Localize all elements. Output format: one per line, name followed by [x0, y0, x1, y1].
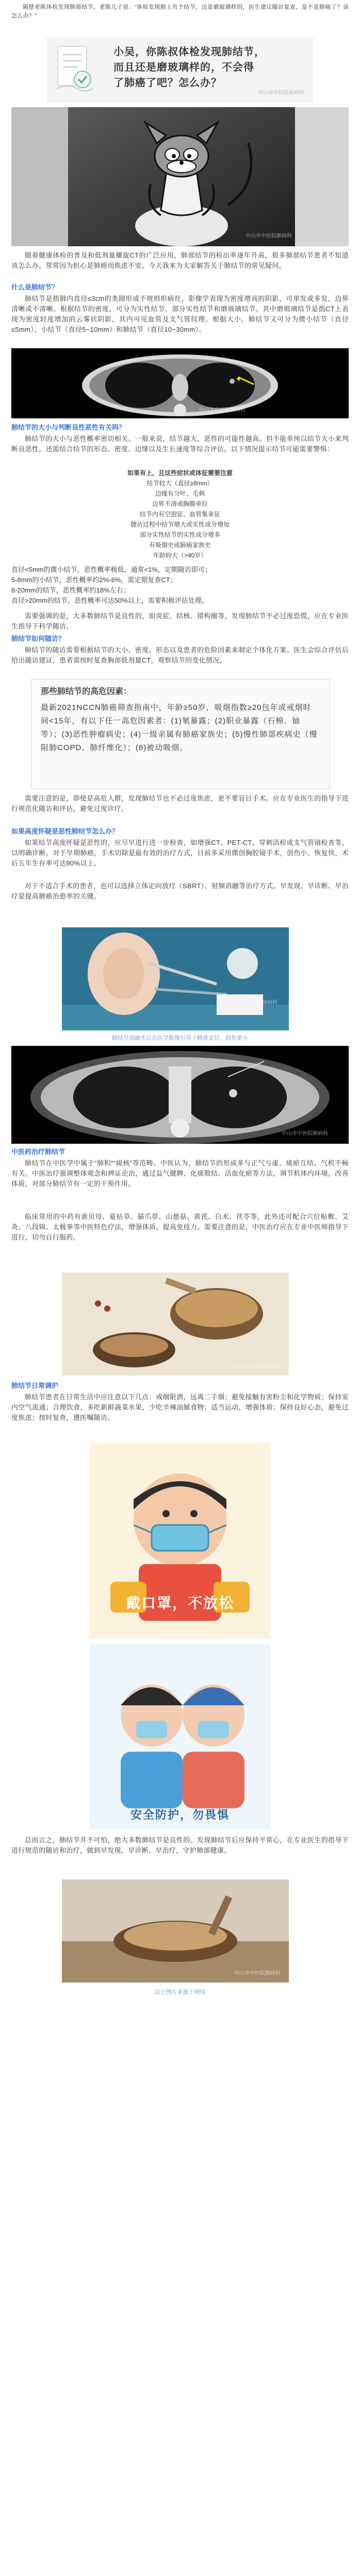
heading-follow-up: 肺结节如何随访？	[11, 635, 66, 642]
photo4-watermark: 中山市中医院肺病科	[234, 1971, 281, 1976]
para-4: 需要强调的是，大多数肺结节是良性的，如炎症、结核、错构瘤等，发现肺结节不必过度恐慌，应在专业医生指导下科学随访。	[11, 612, 349, 630]
herbal-medicine-photo	[62, 1273, 289, 1376]
malignancy-bullets	[0, 565, 360, 606]
list-item: 边界不清或胸膜牵拉	[152, 500, 208, 507]
card-watermark: 中山市中医院肺病科	[258, 90, 304, 96]
para-11: 肺结节患者在日常生活中应注意以下几点：戒烟限酒，远离二手烟；避免接触有害粉尘和化学物质；保持室内空气流通；合理饮食，多吃新鲜蔬菜水果，少吃辛辣油腻食物；适当运动，增强体质；保持良好心态，避免过度焦虑；按时复查，遵医嘱随访。	[11, 1393, 349, 1421]
poster1-text: 戴口罩，不放松	[125, 1595, 234, 1611]
bullet-item: 8-20mm的结节，恶性概率约18%左右；	[11, 586, 130, 594]
list-item: 结节较大（直径≥8mm）	[146, 480, 214, 487]
para-10: 临床常用的中药有浙贝母、夏枯草、猫爪草、山慈菇、黄芪、白术、茯苓等，此外还可配合穴位贴敷、艾灸、八段锦、太极拳等中医特色疗法，增强体质，提高免疫力。需要注意的是，中医治疗应在专业中医师指导下进行，切勿自行服药。	[11, 1213, 349, 1241]
heading-what-is-nodule: 什么是肺结节？	[11, 283, 59, 291]
card-line-1: 小吴，你陈叔体检发现肺结节，	[113, 46, 265, 58]
heading-high-suspicion: 如果高度怀疑是恶性肺结节怎么办？	[11, 827, 119, 835]
photo1-caption: 肺结节消融术后在医学影像引导下精准定位，创伤更小	[112, 1035, 248, 1041]
poster2-text: 安全防护，勿畏惧	[130, 1808, 230, 1821]
para-5: 肺结节的随访需要根据结节的大小、密度、形态以及患者的危险因素来制定个体化方案。医生会综合评估后给出随访建议，患者需按时复查胸部低剂量CT，观察结节的变化情况。	[11, 646, 349, 664]
chest-ct-image	[11, 1046, 349, 1144]
heading-tcm-treatment: 中医药治疗肺结节	[11, 1148, 66, 1156]
risk-box-text: 最新2021NCCN肺癌筛查指南中，年龄≥50岁，吸烟指数≥20包年或戒烟时间<15年，有以下任一高危因素者：(1)氡暴露；(2)职业暴露（石棉、铀等）；(3)恶性肿瘤病史；(4)一级亲属有肺癌家族史；(5)慢性肺部疾病史（慢阻肺COPD、肺纤维化）；(6)被动吸烟。	[41, 703, 318, 752]
list-item: 结节内有空泡征、血管集束征	[139, 511, 220, 518]
surgery-photo	[62, 927, 289, 1030]
photo3-watermark: 中山市中医院肺病科	[234, 1364, 281, 1369]
intro-text: 隔壁老陈体检发现肺部结节，老陈儿子说：“体检发现肺上有个结节，还是磨玻璃样的，医生建议随访复查，是不是肺癌了？该怎么办？”	[11, 4, 349, 19]
bullet-item: 直径>20mm的结节，恶性概率可达50%以上，需要积极评估处理。	[11, 597, 208, 604]
risk-box-title: 那些肺结节的高危因素：	[41, 687, 132, 696]
cartoon-watermark: 中山市中医院肺病科	[246, 233, 292, 239]
list-item: 年龄较大（>40岁）	[153, 552, 207, 559]
mask-poster	[90, 1443, 270, 1638]
ct-watermark: 中山市中医院肺病科	[199, 408, 246, 413]
bullet-item: 直径<5mm的微小结节，恶性概率极低，通常<1%，定期随访即可；	[11, 566, 211, 573]
list-item: 有吸烟史或肺癌家族史	[149, 541, 211, 549]
risk-list-intro: 如果有上，且这些症状或体征需要注意	[127, 469, 233, 477]
para-12: 总而言之，肺结节并不可怕，绝大多数肺结节是良性的。发现肺结节后应保持平常心，在专业医生的指导下进行规范的随访和治疗，做到早发现、早诊断、早治疗，守护肺部健康。	[11, 1836, 349, 1854]
card-line-3: 了肺癌了吧？怎么办？	[113, 77, 222, 89]
question-card	[46, 37, 314, 103]
risk-list	[0, 468, 360, 561]
list-item: 边缘有分叶、毛刺	[155, 490, 205, 497]
bullet-item: 5-8mm的小结节，恶性概率约2%-6%，需定期复查CT；	[11, 576, 177, 584]
closing-photo	[62, 1879, 289, 1982]
para-6: 需要注意的是，即使是高危人群，发现肺结节也不必过度焦虑，更不要盲目手术。应在专业医生的指导下进行规范化随访和评估，避免过度诊疗。	[11, 794, 349, 812]
heading-daily-care: 肺结节日常调护	[11, 1382, 59, 1389]
para-2: 肺结节是指肺内直径≤3cm的类圆形或不规则形病灶，影像学表现为密度增高的阴影，可单发或多发，边界清晰或不清晰。根据结节的密度，可分为实性结节、部分实性结节和磨玻璃结节。其中磨玻璃结节是指CT上表现为密度轻度增加的云雾状阴影，其内可见血管及支气管纹理。根据大小，肺结节又可分为微小结节（直径≤5mm）、小结节（直径5~10mm）和肺结节（直径10~30mm）。	[11, 295, 349, 333]
document-icon	[52, 42, 98, 97]
para-9: 肺结节在中医学中属于“肺积”“痰核”等范畴。中医认为，肺结节的形成多与正气亏虚、痰瘀互结、气机不畅有关。中医治疗强调整体观念和辨证论治，通过益气健脾、化痰散结、活血化瘀等方法，调节机体内环境，改善体质，对部分肺结节有一定的干预作用。	[11, 1159, 349, 1188]
para-8: 对于不适合手术的患者，也可以选择立体定向放疗（SBRT）、射频消融等治疗方式。早发现、早诊断、早治疗是提高肺癌治愈率的关键。	[11, 882, 349, 900]
list-item: 随访过程中结节增大或实性成分增加	[130, 521, 230, 528]
protection-poster	[90, 1643, 270, 1829]
heading-size-malignancy: 肺结节的大小与判断良性恶性有关吗？	[11, 423, 126, 431]
para-3: 肺结节的大小与恶性概率密切相关。一般来说，结节越大，恶性的可能性越高。但不能单纯以结节大小来判断良恶性，还需结合结节的形态、密度、边缘以及生长速度等综合评估。以下情况提示结节可能需要警惕：	[11, 435, 349, 453]
photo2-watermark: 中山市中医院肺病科	[282, 1131, 328, 1137]
photo1-watermark: 中山市中医院肺病科	[231, 1000, 277, 1006]
ct-scan-image	[11, 348, 349, 418]
card-line-2: 而且还是磨玻璃样的，不会得	[113, 62, 254, 73]
risk-factor-box	[31, 679, 330, 789]
list-item: 部分实性结节的实性成分增多	[139, 531, 220, 538]
footer-note: 以上图片来源于网络	[154, 1989, 206, 1995]
para-7: 如果结节高度怀疑是恶性的，应尽早进行进一步检查，如增强CT、PET-CT、穿刺活检或支气管镜检查等，以明确诊断。对于早期肺癌，手术切除是最有效的治疗方式，目前多采用微创胸腔镜手术，创伤小、恢复快，术后五年生存率可达90%以上。	[11, 839, 349, 867]
para-1: 随着健康体检的普及和低剂量螺旋CT的广泛应用，肺部结节的检出率逐年升高，很多肺部结节患者不知道该怎么办，常常因为担心是肺癌而焦虑不安。今天我来为大家解答关于肺结节的常见疑问。	[11, 251, 349, 269]
cartoon-image	[11, 107, 349, 246]
